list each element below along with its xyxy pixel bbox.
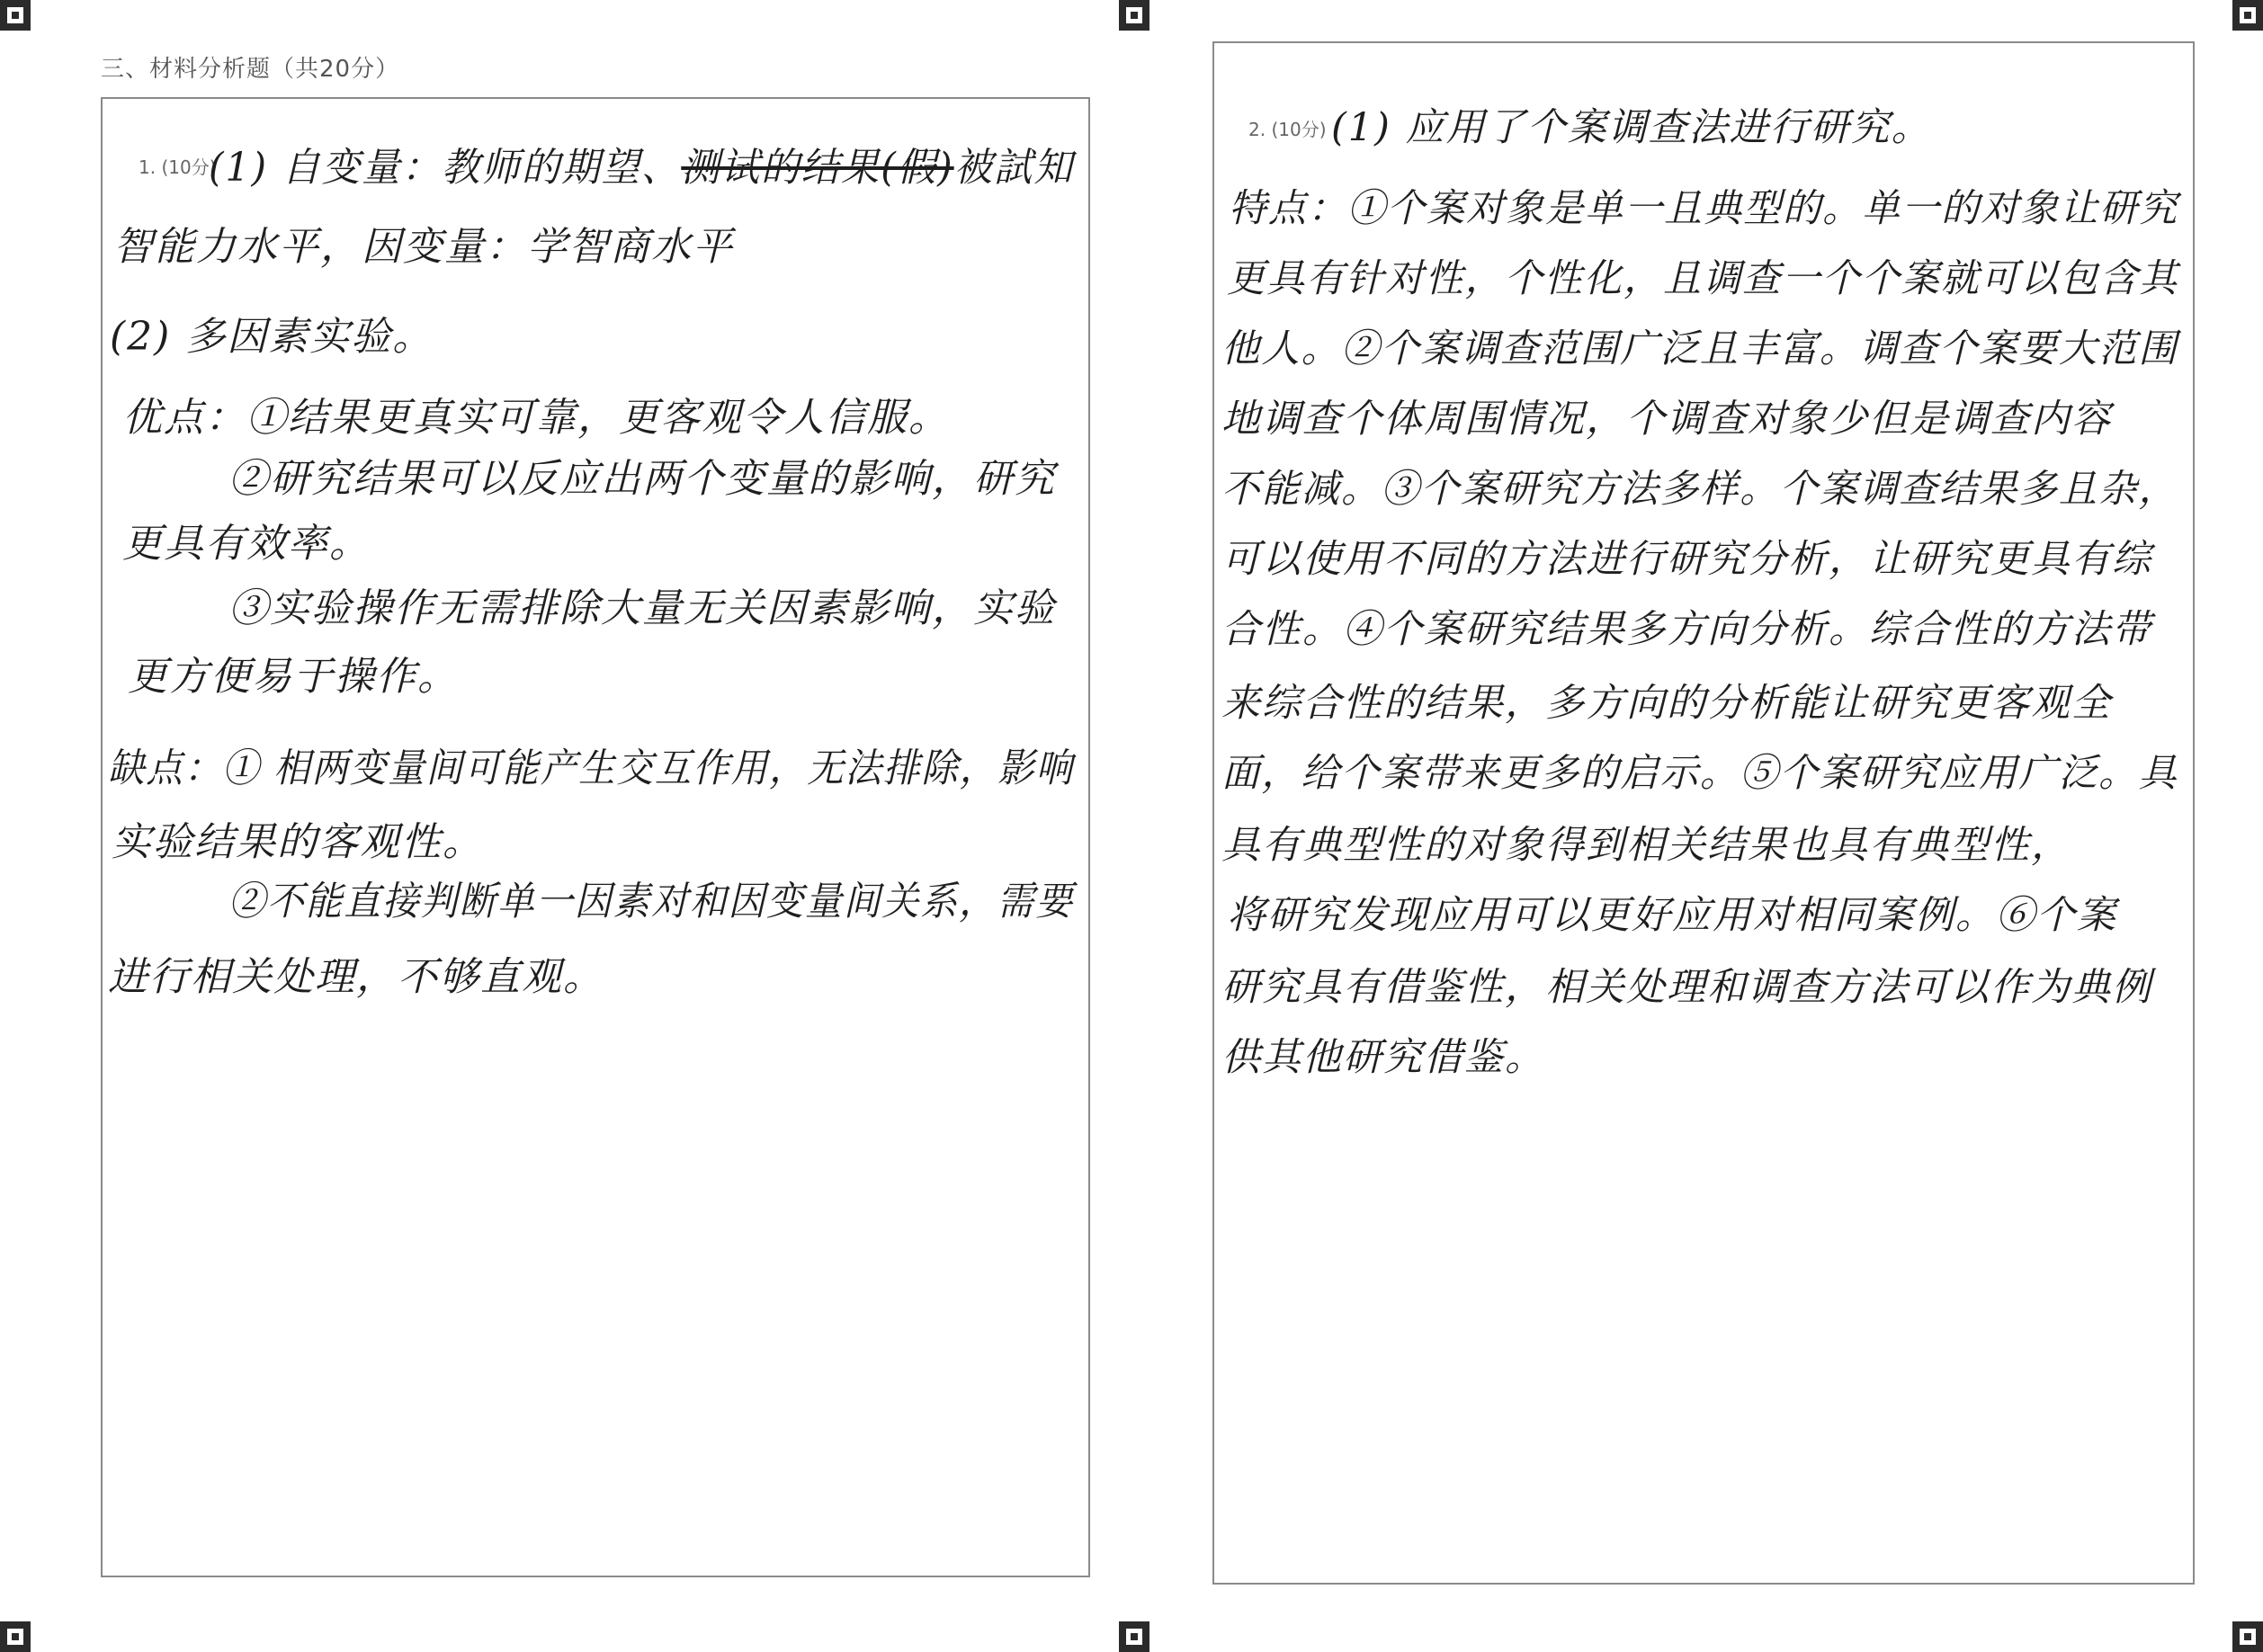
answer-line: ②不能直接判断单一因素对和因变量间关系，需要 [228,879,1075,924]
answer-box-q1 [101,97,1090,1577]
fiducial-marker-top-middle [1119,0,1149,31]
section-title: 三、材料分析题（共20分） [101,56,400,83]
answer-line: 将研究发现应用可以更好应用对相同案例。⑥个案 [1227,893,2117,938]
fiducial-marker-bottom-middle [1119,1621,1149,1652]
answer-line: (2) 多因素实验。 [110,314,434,360]
answer-line: 更具有针对性，个性化，且调查一个个案就可以包含其 [1227,256,2179,301]
answer-line: 不能减。③个案研究方法多样。个案调查结果多且杂， [1221,467,2178,512]
fiducial-marker-bottom-right [2232,1621,2263,1652]
answer-line: ②研究结果可以反应出两个变量的影响，研究 [228,456,1056,502]
answer-line: (1) 应用了个案调查法进行研究。 [1331,105,1932,150]
answer-line: 优点：①结果更真实可靠，更客观令人信服。 [122,395,950,441]
fiducial-marker-top-right [2232,0,2263,31]
answer-line: 智能力水平，因变量：学智商水平 [113,224,734,270]
answer-line: 面，给个案带来更多的启示。⑤个案研究应用广泛。具 [1221,751,2178,796]
struck-text: 测试的结果(假) [681,145,954,191]
question-number-2: 2. (10分) [1248,119,1327,140]
answer-line: (1) 自变量：教师的期望、测试的结果(假)被試知 [209,145,1074,191]
answer-line: 更方便易于操作。 [128,654,459,700]
answer-line: 他人。②个案调查范围广泛且丰富。调查个案要大范围 [1221,326,2178,371]
answer-line: ③实验操作无需排除大量无关因素影响，实验 [228,585,1056,631]
answer-line: 合性。④个案研究结果多方向分析。综合性的方法带 [1221,607,2152,652]
answer-line: 来综合性的结果，多方向的分析能让研究更客观全 [1221,681,2112,726]
answer-line: 研究具有借鉴性，相关处理和调查方法可以作为典例 [1221,965,2152,1010]
fiducial-marker-bottom-left [0,1621,31,1652]
answer-line: 更具有效率。 [122,521,371,567]
answer-line: 供其他研究借鉴。 [1221,1035,1545,1080]
answer-line: 缺点：① 相两变量间可能产生交互作用，无法排除，影响 [108,746,1074,791]
answer-line: 具有典型性的对象得到相关结果也具有典型性， [1221,823,2071,868]
answer-line: 特点：①个案对象是单一且典型的。单一的对象让研究 [1229,186,2179,231]
answer-line: 进行相关处理，不够直观。 [108,954,604,1000]
answer-line: 实验结果的客观性。 [112,819,484,865]
answer-line: 可以使用不同的方法进行研究分析，让研究更具有综 [1221,537,2152,582]
fiducial-marker-top-left [0,0,31,31]
answer-line: 地调查个体周围情况，个调查对象少但是调查内容 [1221,397,2112,442]
answer-box-q2 [1212,41,2195,1585]
question-number-1: 1. (10分) [139,156,217,178]
